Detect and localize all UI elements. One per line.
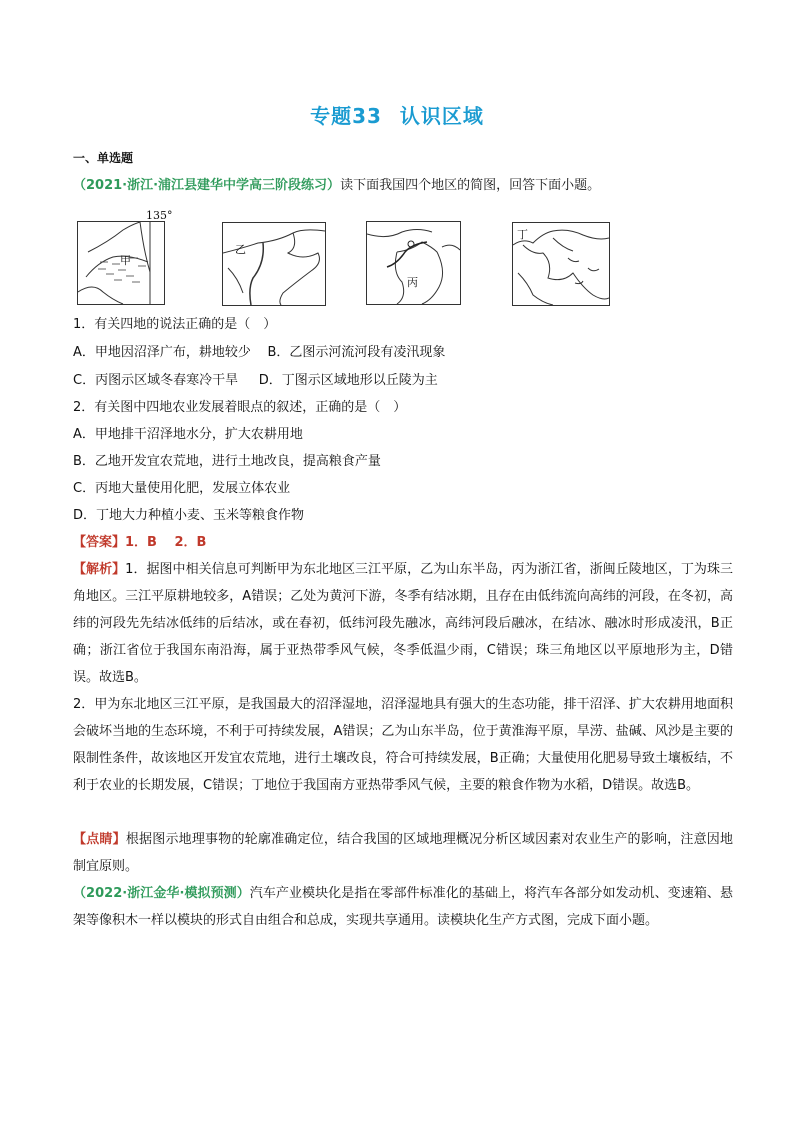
option-1c[interactable]: C．丙图示区域冬春寒冷干旱 bbox=[73, 373, 239, 388]
question-1-options-cd bbox=[73, 371, 733, 390]
analysis-paragraph-1 bbox=[73, 556, 733, 691]
option-2b[interactable]: B．乙地开发宜农荒地，进行土地改良，提高粮食产量 bbox=[73, 454, 381, 469]
source-tag-2: （2022·浙江金华·模拟预测） bbox=[73, 886, 250, 901]
map-label-135: 135° bbox=[146, 209, 173, 222]
comment-label: 【点睛】 bbox=[73, 832, 126, 847]
question-2-stem: 2．有关图中四地农业发展着眼点的叙述，正确的是（ ） bbox=[73, 400, 407, 415]
title-topic-name: 认识区域 bbox=[399, 104, 484, 128]
map-bing bbox=[366, 221, 461, 305]
map-yi bbox=[222, 222, 326, 306]
intro-text: 读下面我国四个地区的简图，回答下面小题。 bbox=[340, 178, 601, 193]
option-1b[interactable]: B．乙图示河流河段有凌汛现象 bbox=[267, 345, 446, 360]
analysis-label: 【解析】 bbox=[73, 562, 126, 577]
answer-text: 1．B 2．B bbox=[125, 535, 207, 550]
q3-intro-text: 汽车产业模块化是指在零部件标准化的基础上，将汽车各部分如发动机、变速箱、悬架等像积木一样以模块的形式自由组合和总成，实现共享通用。读模块化生产方式图，完成下面小题。 bbox=[73, 886, 733, 928]
section-heading: 一、单选题 bbox=[73, 151, 134, 165]
map-yi-drawing bbox=[223, 223, 325, 305]
comment-text: 根据图示地理事物的轮廓准确定位，结合我国的区域地理概况分析区域因素对农业生产的影响，注意因地制宜原则。 bbox=[73, 832, 733, 874]
answer-label: 【答案】 bbox=[73, 535, 126, 550]
map-label-yi: 乙 bbox=[235, 243, 246, 256]
title-topic-number: 专题33 bbox=[310, 104, 382, 128]
analysis-paragraph-2: 2．甲为东北地区三江平原，是我国最大的沼泽湿地，沼泽湿地具有强大的生态功能，排干沼泽、扩大农耕用地面积会破坏当地的生态环境，不利于可持续发展，A错误；乙为山东半岛，位于黄淮海平原，旱涝、盐碱、风沙是主要的限制性条件，故该地区开发宜农荒地，进行土壤改良，符合可持续发展，B正确；大量使用化肥易导致土壤板结，不利于农业的长期发展，C错误；丁地位于我国南方亚热带季风气候，主要的粮食作物为水稻，D错误。故选B。 bbox=[73, 697, 733, 793]
analysis-text-1: 1．据图中相关信息可判断甲为东北地区三江平原，乙为山东半岛，丙为浙江省，浙闽丘陵地区，丁为珠三角地区。三江平原耕地较多，A错误；乙处为黄河下游，冬季有结冰期，且存在由低纬流向高纬的河段，在冬初，高纬的河段先先结冰低纬的后结冰，或在春初，低纬河段先融冰，高纬河段后融冰，在结冰、融冰时形成凌汛，B正确；浙江省位于我国东南沿海，属于亚热带季风气候，冬季低温少雨，C错误；珠三角地区以平原地形为主，D错误。故选B。 bbox=[73, 562, 733, 685]
question-1-stem: 1．有关四地的说法正确的是（ ） bbox=[73, 317, 277, 332]
option-2d[interactable]: D．丁地大力种植小麦、玉米等粮食作物 bbox=[73, 508, 305, 523]
comment-paragraph bbox=[73, 826, 733, 880]
option-2c[interactable]: C．丙地大量使用化肥，发展立体农业 bbox=[73, 481, 291, 496]
option-2a[interactable]: A．甲地排干沼泽地水分，扩大农耕用地 bbox=[73, 427, 303, 442]
map-ding bbox=[512, 222, 610, 306]
map-label-bing: 丙 bbox=[407, 276, 418, 289]
map-jia bbox=[77, 221, 165, 305]
question-1-options-ab bbox=[73, 343, 733, 362]
question-intro bbox=[73, 176, 733, 195]
question-3-intro bbox=[73, 880, 733, 934]
source-tag: （2021·浙江·浦江县建华中学高三阶段练习） bbox=[73, 178, 341, 193]
page-title bbox=[0, 100, 794, 129]
map-label-jia: 甲 bbox=[120, 254, 131, 267]
map-bing-drawing bbox=[367, 222, 460, 304]
option-1d[interactable]: D．丁图示区域地形以丘陵为主 bbox=[258, 373, 438, 388]
map-label-ding: 丁 bbox=[517, 228, 528, 241]
option-1a[interactable]: A．甲地因沼泽广布，耕地较少 bbox=[73, 345, 251, 360]
answer-line bbox=[73, 533, 733, 552]
